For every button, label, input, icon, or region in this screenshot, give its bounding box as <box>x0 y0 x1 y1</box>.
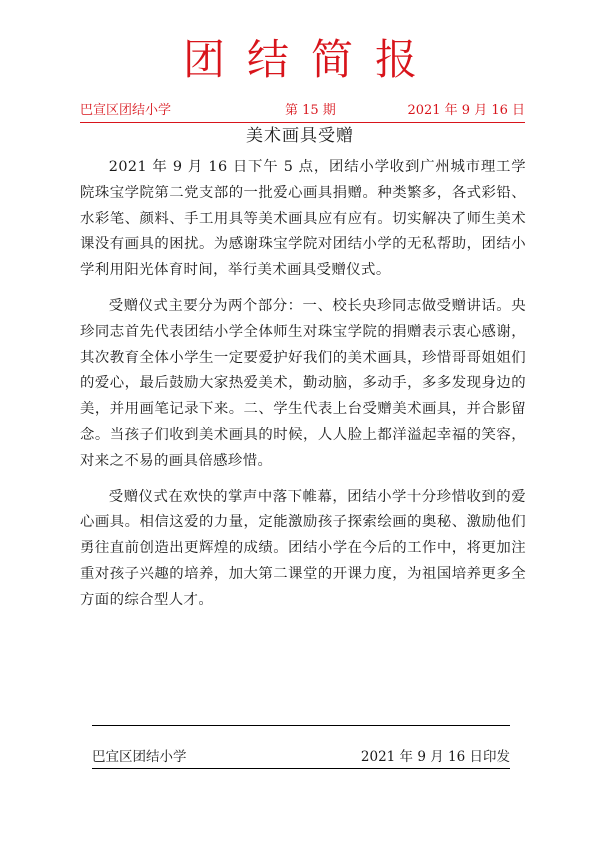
issue-date: 2021 年 9 月 16 日 <box>407 103 525 118</box>
issue-info-line <box>80 102 525 123</box>
article-paragraph-2: 受赠仪式主要分为两个部分：一、校长央珍同志做受赠讲话。央珍同志首先代表团结小学全体师生对珠宝学院的捐赠表示衷心感谢，其次教育全体小学生一定要爱护好我们的美术画具，珍惜哥哥姐姐们的爱心，最后鼓励大家热爱美术，勤动脑，多动手，多多发现身边的美，并用画笔记录下来。二、学生代表上台受赠美术画具，并合影留念。当孩子们收到美术画具的时候，人人脸上都洋溢起幸福的笑容，对来之不易的画具倍感珍惜。 <box>80 297 526 469</box>
article-paragraph-1: 2021 年 9 月 16 日下午 5 点，团结小学收到广州城市理工学院珠宝学院第二党支部的一批爱心画具捐赠。种类繁多，各式彩铅、水彩笔、颜料、手工用具等美术画具应有应有。切实解决了师生美术课没有画具的困扰。为感谢珠宝学院对团结小学的无私帮助，团结小学利用阳光体育时间，举行美术画具受赠仪式。 <box>80 159 526 279</box>
footer-line <box>92 748 510 769</box>
footer-issue-date: 2021 年 9 月 16 日印发 <box>360 749 510 765</box>
newsletter-masthead: 团结简报 <box>182 35 439 84</box>
article-title: 美术画具受赠 <box>246 126 354 146</box>
footer-organization: 巴宜区团结小学 <box>92 749 187 765</box>
article-body <box>80 155 526 624</box>
issuing-organization: 巴宣区团结小学 <box>80 103 172 118</box>
issue-number: 第 15 期 <box>285 103 336 118</box>
footer-divider <box>92 725 510 726</box>
article-paragraph-3: 受赠仪式在欢快的掌声中落下帷幕，团结小学十分珍惜收到的爱心画具。相信这爱的力量，定能激励孩子探索绘画的奥秘、激励他们勇往直前创造出更辉煌的成绩。团结小学在今后的工作中，将更加注重对孩子兴趣的培养，加大第二课堂的开课力度，为祖国培养更多全方面的综合型人才。 <box>80 488 526 608</box>
